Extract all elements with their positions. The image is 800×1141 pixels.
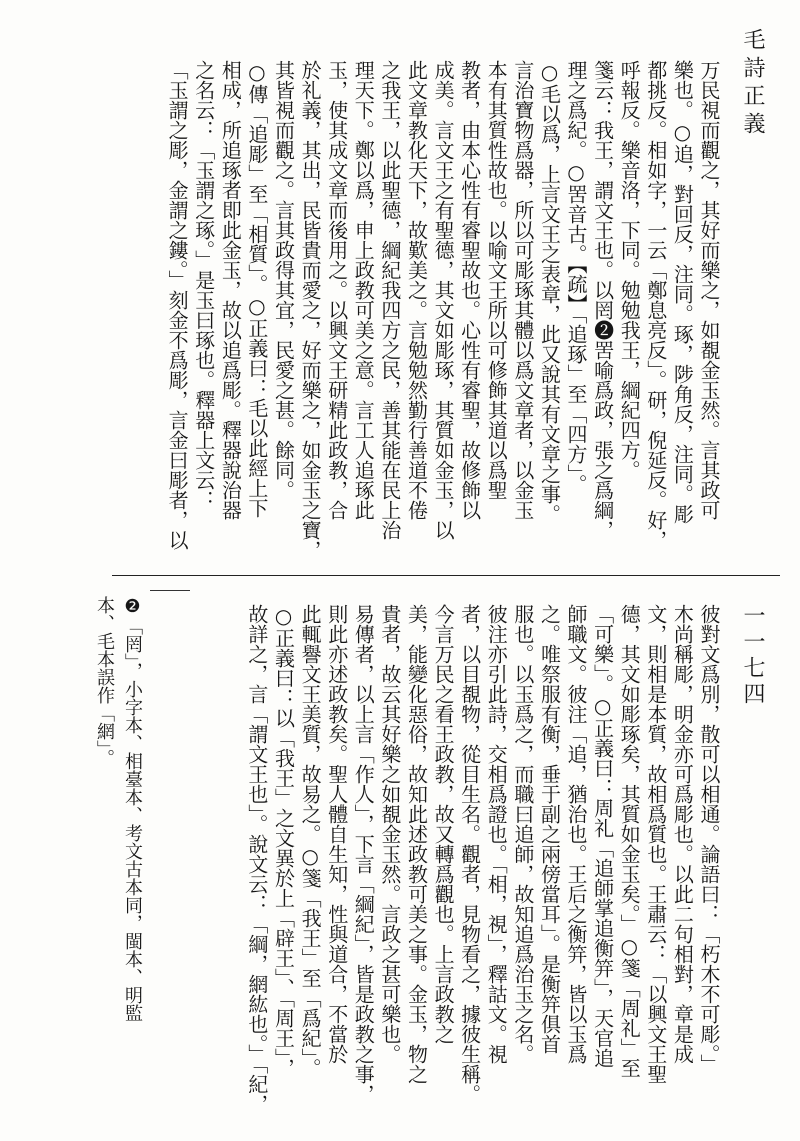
text-column: 呼報反。樂音洛，下同。勉勉我王，綱紀四方。 — [617, 60, 642, 480]
footnote-separator — [150, 590, 190, 621]
lower-text-block — [244, 604, 722, 1114]
text-column: 「玉謂之彫，金謂之鏤。」刻金不爲彫，言金曰彫者，以 — [165, 60, 190, 550]
text-column: 都挑反。相如字，一云「鄭息亮反」。研，倪延反。好， — [643, 60, 668, 550]
text-column: 彼注亦引此詩，交相爲證也。「相，視」，釋詁文。視 — [484, 604, 509, 1064]
text-column: 德，其文如彫琢矣，其質如金玉矣。」○箋「周礼」至 — [617, 604, 642, 1078]
text-column: 故詳之，言「謂文王也」。說文云：「綱，網紘也。」「紀， — [244, 604, 269, 1114]
text-column: 之我王，以此聖德，綱紀我四方之民，善其能在民上治 — [377, 60, 402, 540]
text-column: 師職文。彼注「追，猶治也。王后之衡笄，皆以玉爲 — [564, 604, 589, 1064]
text-column: 此輒譽文王美質，故易之。○箋「我王」至「爲紀」。 — [298, 604, 323, 1078]
text-column: 成美。言文王之有聖德，其文如彫琢，其質如金玉，以 — [431, 60, 456, 540]
footnote-block — [66, 596, 146, 1046]
text-column: 其皆視而觀之。言其政得其宜，民愛之甚。餘同。 — [271, 60, 296, 500]
text-column: ○傳「追彫」至「相質」。○正義曰：毛以此經上下 — [244, 60, 269, 518]
footnote-line — [118, 596, 146, 1046]
text-column: 理天下。鄭以爲，申上政教可美之意。言工人追琢此 — [351, 60, 376, 520]
text-column: ○毛以爲，上言文王之表章，此又說其有文章之事。 — [537, 60, 562, 524]
text-column: 易傳者，以上言「作人」，下言「綱紀」，皆是政教之事， — [351, 604, 376, 1104]
text-column: 万民視而觀之，其好而樂之，如覩金玉然。言其政可 — [697, 60, 721, 520]
text-column: 貴者，故云其好樂之如覩金玉然。言政之甚可樂也。 — [377, 604, 402, 1064]
text-column: ○正義曰：以「我王」之文異於上「辟王」、「周王」， — [271, 604, 296, 1078]
footnote-line: 本、毛本誤作「網」。 — [94, 596, 115, 767]
section-divider — [112, 575, 780, 576]
text-column: 相成，所追琢者即此金玉，故以追爲彫。釋器說治器 — [218, 60, 243, 520]
footnote-text: 「罔」，小字本、相臺本、考文古本同，閩本、明監 — [122, 617, 143, 1022]
text-column: 者，以目覩物，從目生名。觀者，見物看之，據彼生稱。 — [457, 604, 482, 1104]
text-column: 言治寶物爲器，所以可彫琢其體以爲文章者，以金玉 — [510, 60, 535, 520]
text-column: 於礼義，其出，民皆貴而愛之，好而樂之，如金玉之寶， — [298, 60, 323, 560]
text-column: 彼對文爲別，散可以相通。論語曰：「朽木不可彫。」 — [697, 604, 721, 1074]
text-column: 服也。以玉爲之，而職曰追師，故知追爲治玉之名。 — [510, 604, 535, 1064]
text-column: 則此亦述政教矣。聖人體自生知，性與道合，不當於 — [324, 604, 349, 1064]
text-column: 理之爲紀。○罟音古。【疏】「追琢」至「四方」。 — [564, 60, 589, 494]
text-column: 「可樂」。○正義曰：周礼「追師掌追衡笄」，天官追 — [590, 604, 615, 1068]
text-column: 木尚稱彫，明金亦可爲彫也。以此二句相對，章是成 — [670, 604, 695, 1064]
text-column: 美，能變化惡俗，故知此述政教可美之事。金玉，物之 — [404, 604, 429, 1084]
text-column: 玉，使其成文章而後用之。以興文王研精此政教，合 — [324, 60, 349, 520]
text-column: 箋云：我王，謂文王也。以罔❷罟喻爲政，張之爲綱， — [590, 60, 615, 540]
text-column: 樂也。○追，對回反，注同。琢，陟角反，注同。彫 — [670, 60, 695, 524]
text-column: 此文章教化天下，故歎美之。言勉勉然勤行善道不倦 — [404, 60, 429, 520]
text-column: 教者，由本心性有睿聖故也。心性有睿聖，故修飾以 — [457, 60, 482, 520]
text-column: 文，則相是本質，故相爲質也。王肅云：「以興文王聖 — [643, 604, 668, 1084]
text-column: 之名云：「玉謂之琢。」是玉曰琢也。釋器上文云： — [191, 60, 216, 510]
page-title: 毛詩正義 — [740, 28, 765, 140]
text-column: 本有其質性故也。以喻文王所以可修飾其道以爲聖 — [484, 60, 509, 500]
text-column: 之。唯祭服有衡，垂于副之兩傍當耳」。是衡笄俱首 — [537, 604, 562, 1054]
upper-text-block — [82, 60, 722, 565]
text-column: 今言万民之看王政教，故又轉爲觀也。上言政教之 — [431, 604, 456, 1044]
footnote-marker: ❷ — [122, 596, 143, 617]
page-number: 一一七四 — [740, 604, 765, 708]
